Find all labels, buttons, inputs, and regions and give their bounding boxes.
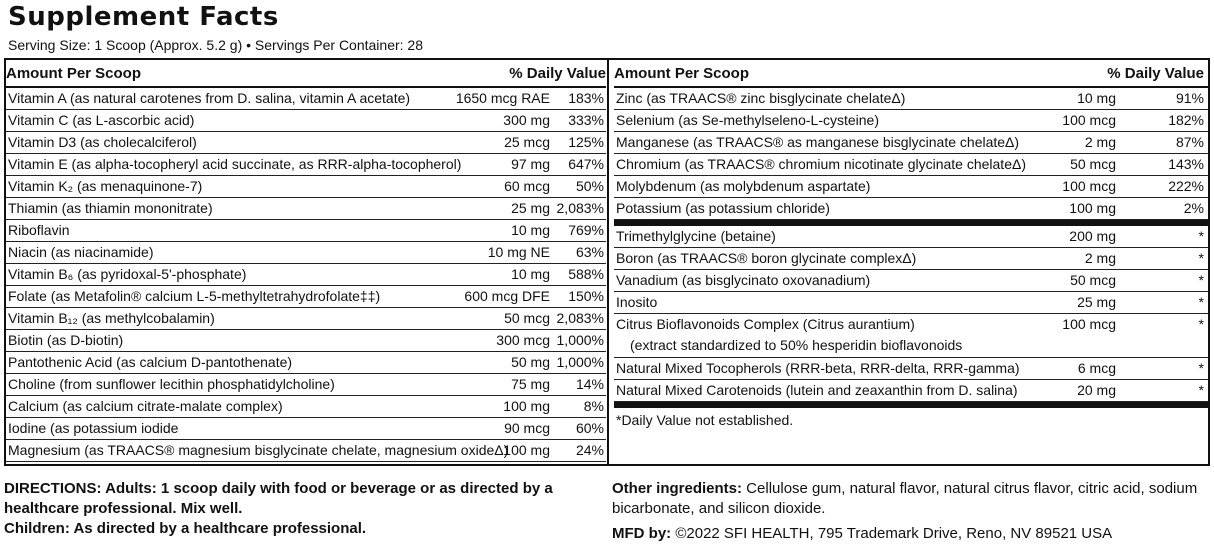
nutrient-name: Molybdenum (as molybdenum aspartate) xyxy=(616,178,871,194)
other-text: Cellulose gum, natural flavor, natural citrus flavor, citric acid, sodium bicarbonate, and silicon dioxide. xyxy=(612,480,1198,517)
nutrient-name: Pantothenic Acid (as calcium D-pantothenate) xyxy=(8,354,293,370)
table-row xyxy=(6,440,606,462)
nutrient-dv: 2,083% xyxy=(556,310,604,326)
table-row xyxy=(6,264,606,286)
nutrient-dv: 125% xyxy=(568,134,604,150)
nutrient-amount: 1650 mcg RAE xyxy=(455,90,550,106)
nutrient-name: Natural Mixed Tocopherols (RRR-beta, RRR-delta, RRR-gamma) xyxy=(616,360,1020,376)
table-row xyxy=(6,330,606,352)
nutrient-amount: 10 mg xyxy=(1077,90,1116,106)
nutrient-amount: 600 mcg DFE xyxy=(464,288,550,304)
amount-per-label: Amount Per Scoop xyxy=(614,64,750,82)
table-row xyxy=(6,176,606,198)
amount-per-label: Amount Per Scoop xyxy=(6,64,142,82)
nutrient-dv: 769% xyxy=(568,222,604,238)
nutrient-amount: 25 mcg xyxy=(504,134,550,150)
table-row xyxy=(614,270,1208,292)
nutrient-amount: 300 mg xyxy=(503,112,550,128)
nutrient-dv: 2% xyxy=(1183,200,1204,216)
nutrient-amount: 75 mg xyxy=(511,376,550,392)
nutrient-name: Vitamin K₂ (as menaquinone-7) xyxy=(8,178,203,194)
nutrient-amount: 2 mg xyxy=(1084,250,1116,266)
nutrient-dv: 647% xyxy=(568,156,604,172)
nutrient-amount: 97 mg xyxy=(511,156,550,172)
nutrient-amount: 2 mg xyxy=(1084,134,1116,150)
nutrient-dv: 588% xyxy=(568,266,604,282)
nutrient-amount: 100 mg xyxy=(1069,200,1116,216)
right-column xyxy=(614,60,1208,432)
nutrient-dv: * xyxy=(1198,316,1204,332)
nutrient-amount: 300 mcg xyxy=(496,332,550,348)
nutrient-amount: 10 mg xyxy=(511,222,550,238)
nutrient-amount: 10 mg NE xyxy=(487,244,550,260)
nutrient-name: Inosito xyxy=(616,294,658,310)
table-row xyxy=(614,154,1208,176)
table-row xyxy=(6,308,606,330)
children-text: Children: As directed by a healthcare professional. xyxy=(4,520,367,537)
nutrient-dv: * xyxy=(1198,272,1204,288)
nutrient-name: Chromium (as TRAACS® chromium nicotinate glycinate chelateΔ) xyxy=(616,156,1026,172)
nutrient-dv: 1,000% xyxy=(556,354,604,370)
table-row xyxy=(6,198,606,220)
nutrient-dv: 150% xyxy=(568,288,604,304)
nutrient-name: Citrus Bioflavonoids Complex (Citrus aurantium) xyxy=(616,316,915,332)
table-row xyxy=(6,110,606,132)
nutrient-name: Selenium (as Se-methylseleno-L-cysteine) xyxy=(616,112,879,128)
nutrient-name: Vitamin E (as alpha-tocopheryl acid succinate, as RRR-alpha-tocopherol) xyxy=(8,156,462,172)
nutrient-dv: 24% xyxy=(575,442,604,458)
nutrient-name: Biotin (as D-biotin) xyxy=(8,332,124,348)
table-row xyxy=(614,226,1208,248)
table-row xyxy=(6,396,606,418)
table-row xyxy=(6,154,606,176)
nutrient-name: Calcium (as calcium citrate-malate complex) xyxy=(8,398,283,414)
nutrient-amount: 60 mcg xyxy=(504,178,550,194)
nutrient-amount: 100 mcg xyxy=(1062,112,1116,128)
nutrient-amount: 20 mg xyxy=(1077,382,1116,398)
nutrient-dv: * xyxy=(1198,228,1204,244)
nutrient-name: Niacin (as niacinamide) xyxy=(8,244,154,260)
column-divider xyxy=(607,58,609,466)
nutrient-amount: 100 mcg xyxy=(1062,178,1116,194)
nutrient-name: Magnesium (as TRAACS® magnesium bisglycinate chelate, magnesium oxideΔ) xyxy=(8,442,509,458)
table-row xyxy=(6,88,606,110)
nutrient-dv: * xyxy=(1198,294,1204,310)
nutrient-name: Vitamin C (as L-ascorbic acid) xyxy=(8,112,195,128)
serving-info: Serving Size: 1 Scoop (Approx. 5.2 g) • Servings Per Container: 28 xyxy=(8,37,424,53)
directions-text: DIRECTIONS: Adults: 1 scoop daily with food or beverage or as directed by a healthcare professional. Mix well. xyxy=(4,480,553,517)
table-row xyxy=(614,380,1208,402)
nutrient-amount: 100 mcg xyxy=(1062,316,1116,332)
table-row xyxy=(614,292,1208,314)
mfd-text: ©2022 SFI HEALTH, 795 Trademark Drive, Reno, NV 89521 USA xyxy=(671,525,1113,542)
nutrient-name: Riboflavin xyxy=(8,222,70,238)
nutrient-dv: * xyxy=(1198,250,1204,266)
manufacturer xyxy=(612,524,1212,544)
table-row xyxy=(6,220,606,242)
nutrient-amount: 50 mcg xyxy=(1070,272,1116,288)
nutrient-amount: 90 mcg xyxy=(504,420,550,436)
table-row xyxy=(614,88,1208,110)
panel-title: Supplement Facts xyxy=(8,2,279,32)
nutrient-dv: 183% xyxy=(568,90,604,106)
other-ingredients xyxy=(612,479,1212,519)
nutrient-name: Thiamin (as thiamin mononitrate) xyxy=(8,200,213,216)
left-rows xyxy=(6,88,606,462)
nutrient-dv: * xyxy=(1198,382,1204,398)
nutrient-name: Zinc (as TRAACS® zinc bisglycinate chelateΔ) xyxy=(616,90,906,106)
nutrient-dv: 63% xyxy=(575,244,604,260)
nutrient-dv: 333% xyxy=(568,112,604,128)
nutrient-dv: 87% xyxy=(1175,134,1204,150)
nutrient-dv: 2,083% xyxy=(556,200,604,216)
nutrient-amount: 6 mcg xyxy=(1077,360,1116,376)
nutrient-dv: 91% xyxy=(1175,90,1204,106)
other-rows xyxy=(614,226,1208,314)
nutrient-dv: 143% xyxy=(1168,156,1204,172)
nutrient-amount: 50 mcg xyxy=(504,310,550,326)
nutrient-name: Choline (from sunflower lecithin phosphatidylcholine) xyxy=(8,376,335,392)
nutrient-name: Vanadium (as bisglycinato oxovanadium) xyxy=(616,272,871,288)
nutrient-amount: 100 mg xyxy=(503,442,550,458)
left-column xyxy=(6,60,606,462)
nutrient-name: Trimethylglycine (betaine) xyxy=(616,228,776,244)
other-label: Other ingredients: xyxy=(612,480,743,497)
minerals-rows xyxy=(614,88,1208,220)
nutrient-dv: 1,000% xyxy=(556,332,604,348)
nutrient-name: Iodine (as potassium iodide xyxy=(8,420,179,436)
table-row xyxy=(614,198,1208,220)
nutrient-amount: 50 mg xyxy=(511,354,550,370)
table-row xyxy=(614,314,1208,358)
nutrient-dv: 50% xyxy=(575,178,604,194)
nutrient-amount: 25 mg xyxy=(1077,294,1116,310)
nutrient-name: Folate (as Metafolin® calcium L-5-methyltetrahydrofolate‡‡) xyxy=(8,288,381,304)
nutrient-dv: 60% xyxy=(575,420,604,436)
nutrient-dv: 222% xyxy=(1168,178,1204,194)
table-row xyxy=(614,248,1208,270)
table-row xyxy=(6,132,606,154)
nutrient-dv: * xyxy=(1198,360,1204,376)
daily-value-label: % Daily Value xyxy=(509,64,606,82)
nutrient-name: Potassium (as potassium chloride) xyxy=(616,200,830,216)
nutrient-name: Vitamin D3 (as cholecalciferol) xyxy=(8,134,197,150)
carotenoid-rows xyxy=(614,358,1208,402)
mfd-label: MFD by: xyxy=(612,525,672,542)
nutrient-name: Vitamin B₁₂ (as methylcobalamin) xyxy=(8,310,215,326)
table-row xyxy=(6,418,606,440)
table-row xyxy=(614,110,1208,132)
left-header xyxy=(6,60,606,88)
nutrient-dv: 8% xyxy=(583,398,604,414)
nutrient-amount: 200 mg xyxy=(1069,228,1116,244)
dv-note: *Daily Value not established. xyxy=(616,412,794,428)
table-row xyxy=(614,176,1208,198)
table-row xyxy=(614,132,1208,154)
nutrient-amount: 10 mg xyxy=(511,266,550,282)
directions xyxy=(4,479,594,539)
table-row xyxy=(6,352,606,374)
nutrient-amount: 50 mcg xyxy=(1070,156,1116,172)
table-row xyxy=(6,242,606,264)
table-row xyxy=(614,358,1208,380)
right-header xyxy=(614,60,1208,88)
table-row xyxy=(6,374,606,396)
nutrient-amount: 100 mg xyxy=(503,398,550,414)
nutrient-name: Vitamin A (as natural carotenes from D. salina, vitamin A acetate) xyxy=(8,90,411,106)
nutrient-name: Vitamin B₆ (as pyridoxal-5'-phosphate) xyxy=(8,266,247,282)
table-row xyxy=(6,286,606,308)
nutrient-name: Boron (as TRAACS® boron glycinate complexΔ) xyxy=(616,250,917,266)
nutrient-name: Manganese (as TRAACS® as manganese bisglycinate chelateΔ) xyxy=(616,134,1020,150)
nutrient-dv: 182% xyxy=(1168,112,1204,128)
daily-value-label: % Daily Value xyxy=(1107,64,1204,82)
nutrient-amount: 25 mg xyxy=(511,200,550,216)
nutrient-name-cont: (extract standardized to 50% hesperidin bioflavonoids xyxy=(630,337,963,353)
nutrient-name: Natural Mixed Carotenoids (lutein and zeaxanthin from D. salina) xyxy=(616,382,1018,398)
nutrient-dv: 14% xyxy=(575,376,604,392)
